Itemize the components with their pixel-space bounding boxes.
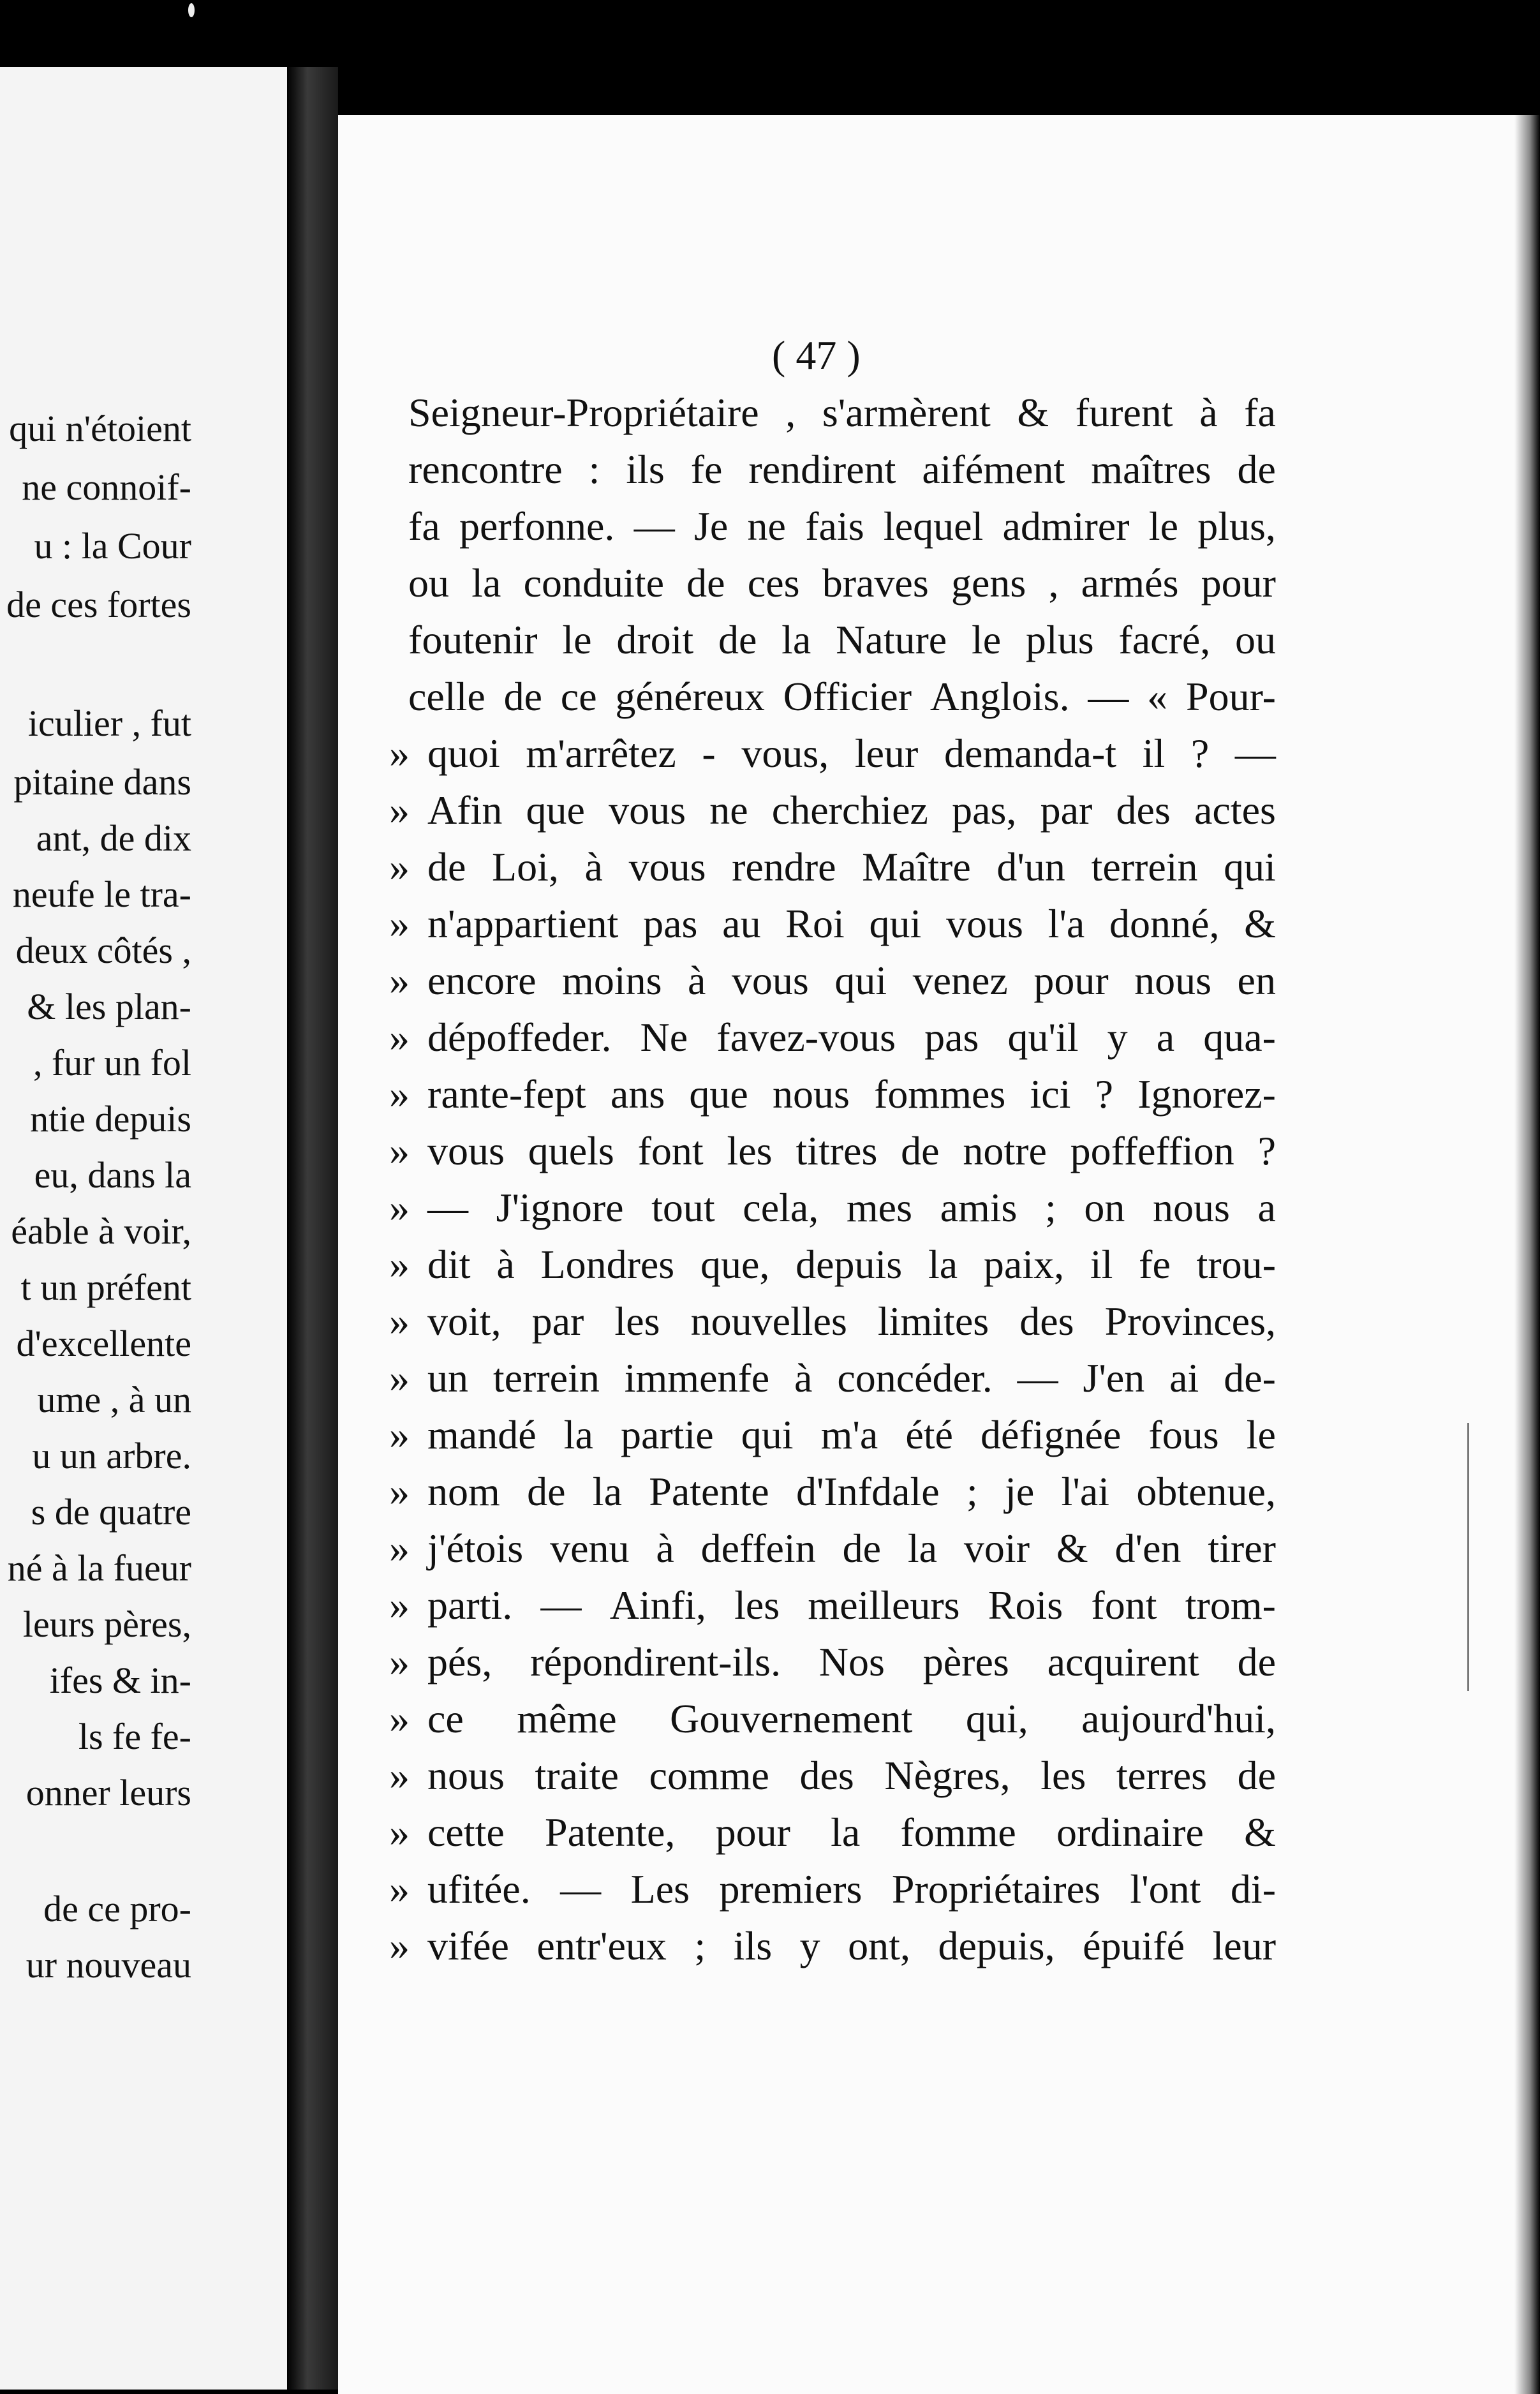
left-page-line: pitaine dans xyxy=(13,761,191,803)
quotation-mark: » xyxy=(389,1071,410,1117)
quotation-mark: » xyxy=(389,1469,410,1514)
text-line xyxy=(389,1639,1276,1684)
quotation-mark: » xyxy=(389,1753,410,1798)
text-line xyxy=(389,960,1276,1001)
text-line-content: de Loi, à vous rendre Maître d'un terrein qui xyxy=(427,844,1276,889)
quotation-mark: » xyxy=(389,1526,410,1571)
text-line-content: nous traite comme des Nègres, les terres de xyxy=(427,1753,1276,1798)
left-page-line: s de quatre xyxy=(31,1491,191,1533)
text-line-content: nom de la Patente d'Infdale ; je l'ai obtenue, xyxy=(427,1469,1276,1514)
text-line-content: mandé la partie qui m'a été défignée fous le xyxy=(427,1412,1276,1457)
text-line-content: encore moins à vous qui venez pour nous en xyxy=(427,958,1276,1003)
left-page-line: eu, dans la xyxy=(34,1154,191,1196)
text-line-content: n'appartient pas au Roi qui vous l'a donné, & xyxy=(427,901,1276,946)
text-line xyxy=(389,1582,1276,1628)
left-page-line: ur nouveau xyxy=(26,1944,191,1986)
quotation-mark: » xyxy=(389,1355,410,1401)
left-page-line: éable à voir, xyxy=(11,1210,191,1252)
text-line-content: ufitée. — Les premiers Propriétaires l'ont di- xyxy=(427,1866,1276,1912)
text-line-content: pés, répondirent-ils. Nos pères acquirent de xyxy=(427,1639,1276,1684)
text-line xyxy=(389,1412,1276,1457)
quotation-mark: » xyxy=(389,844,410,889)
left-page-line: t un préfent xyxy=(20,1267,191,1308)
page-fold-mark xyxy=(1467,1423,1476,1691)
quotation-mark: » xyxy=(389,901,410,946)
quotation-mark: » xyxy=(389,1696,410,1741)
text-line xyxy=(389,1187,1276,1228)
left-page-line: qui n'étoient xyxy=(9,408,191,449)
left-page-line: neufe le tra- xyxy=(12,874,191,915)
quotation-mark: » xyxy=(389,731,410,776)
text-line-content: ou la conduite de ces braves gens , armés pour xyxy=(408,560,1276,606)
text-line-content: fa perfonne. — Je ne fais lequel admirer le plus, xyxy=(408,503,1276,549)
quotation-mark: » xyxy=(389,1242,410,1287)
text-line-content: foutenir le droit de la Nature le plus facré, ou xyxy=(408,617,1276,662)
text-line xyxy=(389,1528,1276,1569)
text-line-content: j'étois venu à deffein de la voir & d'en tirer xyxy=(427,1526,1276,1571)
text-line xyxy=(408,560,1276,606)
text-line-content: vous quels font les titres de notre poffeffion ? xyxy=(427,1128,1276,1173)
text-line xyxy=(389,844,1276,889)
left-page-line: deux côtés , xyxy=(15,930,191,971)
text-line xyxy=(389,1923,1276,1968)
left-page-line: ntie depuis xyxy=(30,1098,191,1140)
quotation-mark: » xyxy=(389,1015,410,1060)
text-line-content: celle de ce généreux Officier Anglois. — « Pour- xyxy=(408,674,1276,719)
text-line xyxy=(389,1355,1276,1401)
left-page-line: leurs pères, xyxy=(22,1603,191,1645)
text-line xyxy=(389,1128,1276,1173)
text-line-content: rante-fept ans que nous fommes ici ? Ignorez- xyxy=(427,1071,1276,1117)
text-line xyxy=(389,787,1276,833)
left-page-line: onner leurs xyxy=(26,1772,191,1813)
text-line-content: dépoffeder. Ne favez-vous pas qu'il y a qua- xyxy=(427,1015,1276,1060)
page-number: ( 47 ) xyxy=(772,332,861,378)
text-line-content: dit à Londres que, depuis la paix, il fe trou- xyxy=(427,1242,1276,1287)
text-line-content: Seigneur-Propriétaire , s'armèrent & furent à fa xyxy=(408,390,1276,435)
text-line xyxy=(389,1755,1276,1796)
quotation-mark: » xyxy=(389,787,410,833)
text-line-content: — J'ignore tout cela, mes amis ; on nous a xyxy=(427,1185,1276,1230)
left-page-line: u : la Cour xyxy=(34,525,191,567)
text-line-content: cette Patente, pour la fomme ordinaire & xyxy=(427,1810,1276,1855)
left-page-line: iculier , fut xyxy=(27,703,191,744)
left-page-line: de ces fortes xyxy=(6,584,191,625)
left-page xyxy=(0,67,287,2390)
left-page-line: né à la fueur xyxy=(7,1547,191,1589)
text-line-content: un terrein immenfe à concéder. — J'en ai de- xyxy=(427,1355,1276,1401)
quotation-mark: » xyxy=(389,1810,410,1855)
text-line-content: Afin que vous ne cherchiez pas, par des actes xyxy=(427,787,1276,833)
quotation-mark: » xyxy=(389,1582,410,1628)
text-line xyxy=(389,1866,1276,1912)
left-page-line: ant, de dix xyxy=(36,817,191,859)
quotation-mark: » xyxy=(389,1923,410,1968)
left-page-line: ne connoif- xyxy=(22,466,191,508)
left-page-line: & les plan- xyxy=(27,986,191,1027)
text-line xyxy=(389,1017,1276,1058)
text-line xyxy=(408,503,1276,549)
text-line xyxy=(389,1696,1276,1741)
text-line xyxy=(389,1071,1276,1117)
left-page-line: , fur un fol xyxy=(33,1042,191,1083)
left-page-line: ls fe fe- xyxy=(78,1716,191,1757)
quotation-mark: » xyxy=(389,1298,410,1344)
text-line xyxy=(389,733,1276,774)
text-line xyxy=(389,1244,1276,1285)
text-line-content: ce même Gouvernement qui, aujourd'hui, xyxy=(427,1696,1276,1741)
quotation-mark: » xyxy=(389,958,410,1003)
text-line-content: voit, par les nouvelles limites des Provinces, xyxy=(427,1298,1276,1344)
text-line xyxy=(389,1298,1276,1344)
text-line xyxy=(408,617,1276,662)
quotation-mark: » xyxy=(389,1128,410,1173)
quotation-mark: » xyxy=(389,1639,410,1684)
scan-speck xyxy=(188,3,195,17)
text-line-content: parti. — Ainfi, les meilleurs Rois font trom- xyxy=(427,1582,1276,1628)
text-line xyxy=(408,449,1276,490)
quotation-mark: » xyxy=(389,1412,410,1457)
left-page-line: u un arbre. xyxy=(32,1435,191,1476)
left-page-line: de ce pro- xyxy=(43,1888,191,1929)
page-edge-shadow xyxy=(1514,115,1540,2394)
quotation-mark: » xyxy=(389,1185,410,1230)
quotation-mark: » xyxy=(389,1866,410,1912)
text-line xyxy=(408,676,1276,717)
left-page-line: d'excellente xyxy=(16,1323,191,1364)
text-line xyxy=(389,1812,1276,1853)
left-page-line: ifes & in- xyxy=(49,1660,191,1701)
book-gutter xyxy=(287,67,338,2390)
text-line-content: quoi m'arrêtez - vous, leur demanda-t il ? — xyxy=(427,731,1276,776)
text-line-content: vifée entr'eux ; ils y ont, depuis, épuifé leur xyxy=(427,1923,1276,1968)
text-line xyxy=(389,903,1276,944)
text-line xyxy=(408,392,1276,433)
text-line-content: rencontre : ils fe rendirent aifément maîtres de xyxy=(408,447,1276,492)
text-line xyxy=(389,1471,1276,1512)
left-page-line: ume , à un xyxy=(37,1379,191,1420)
